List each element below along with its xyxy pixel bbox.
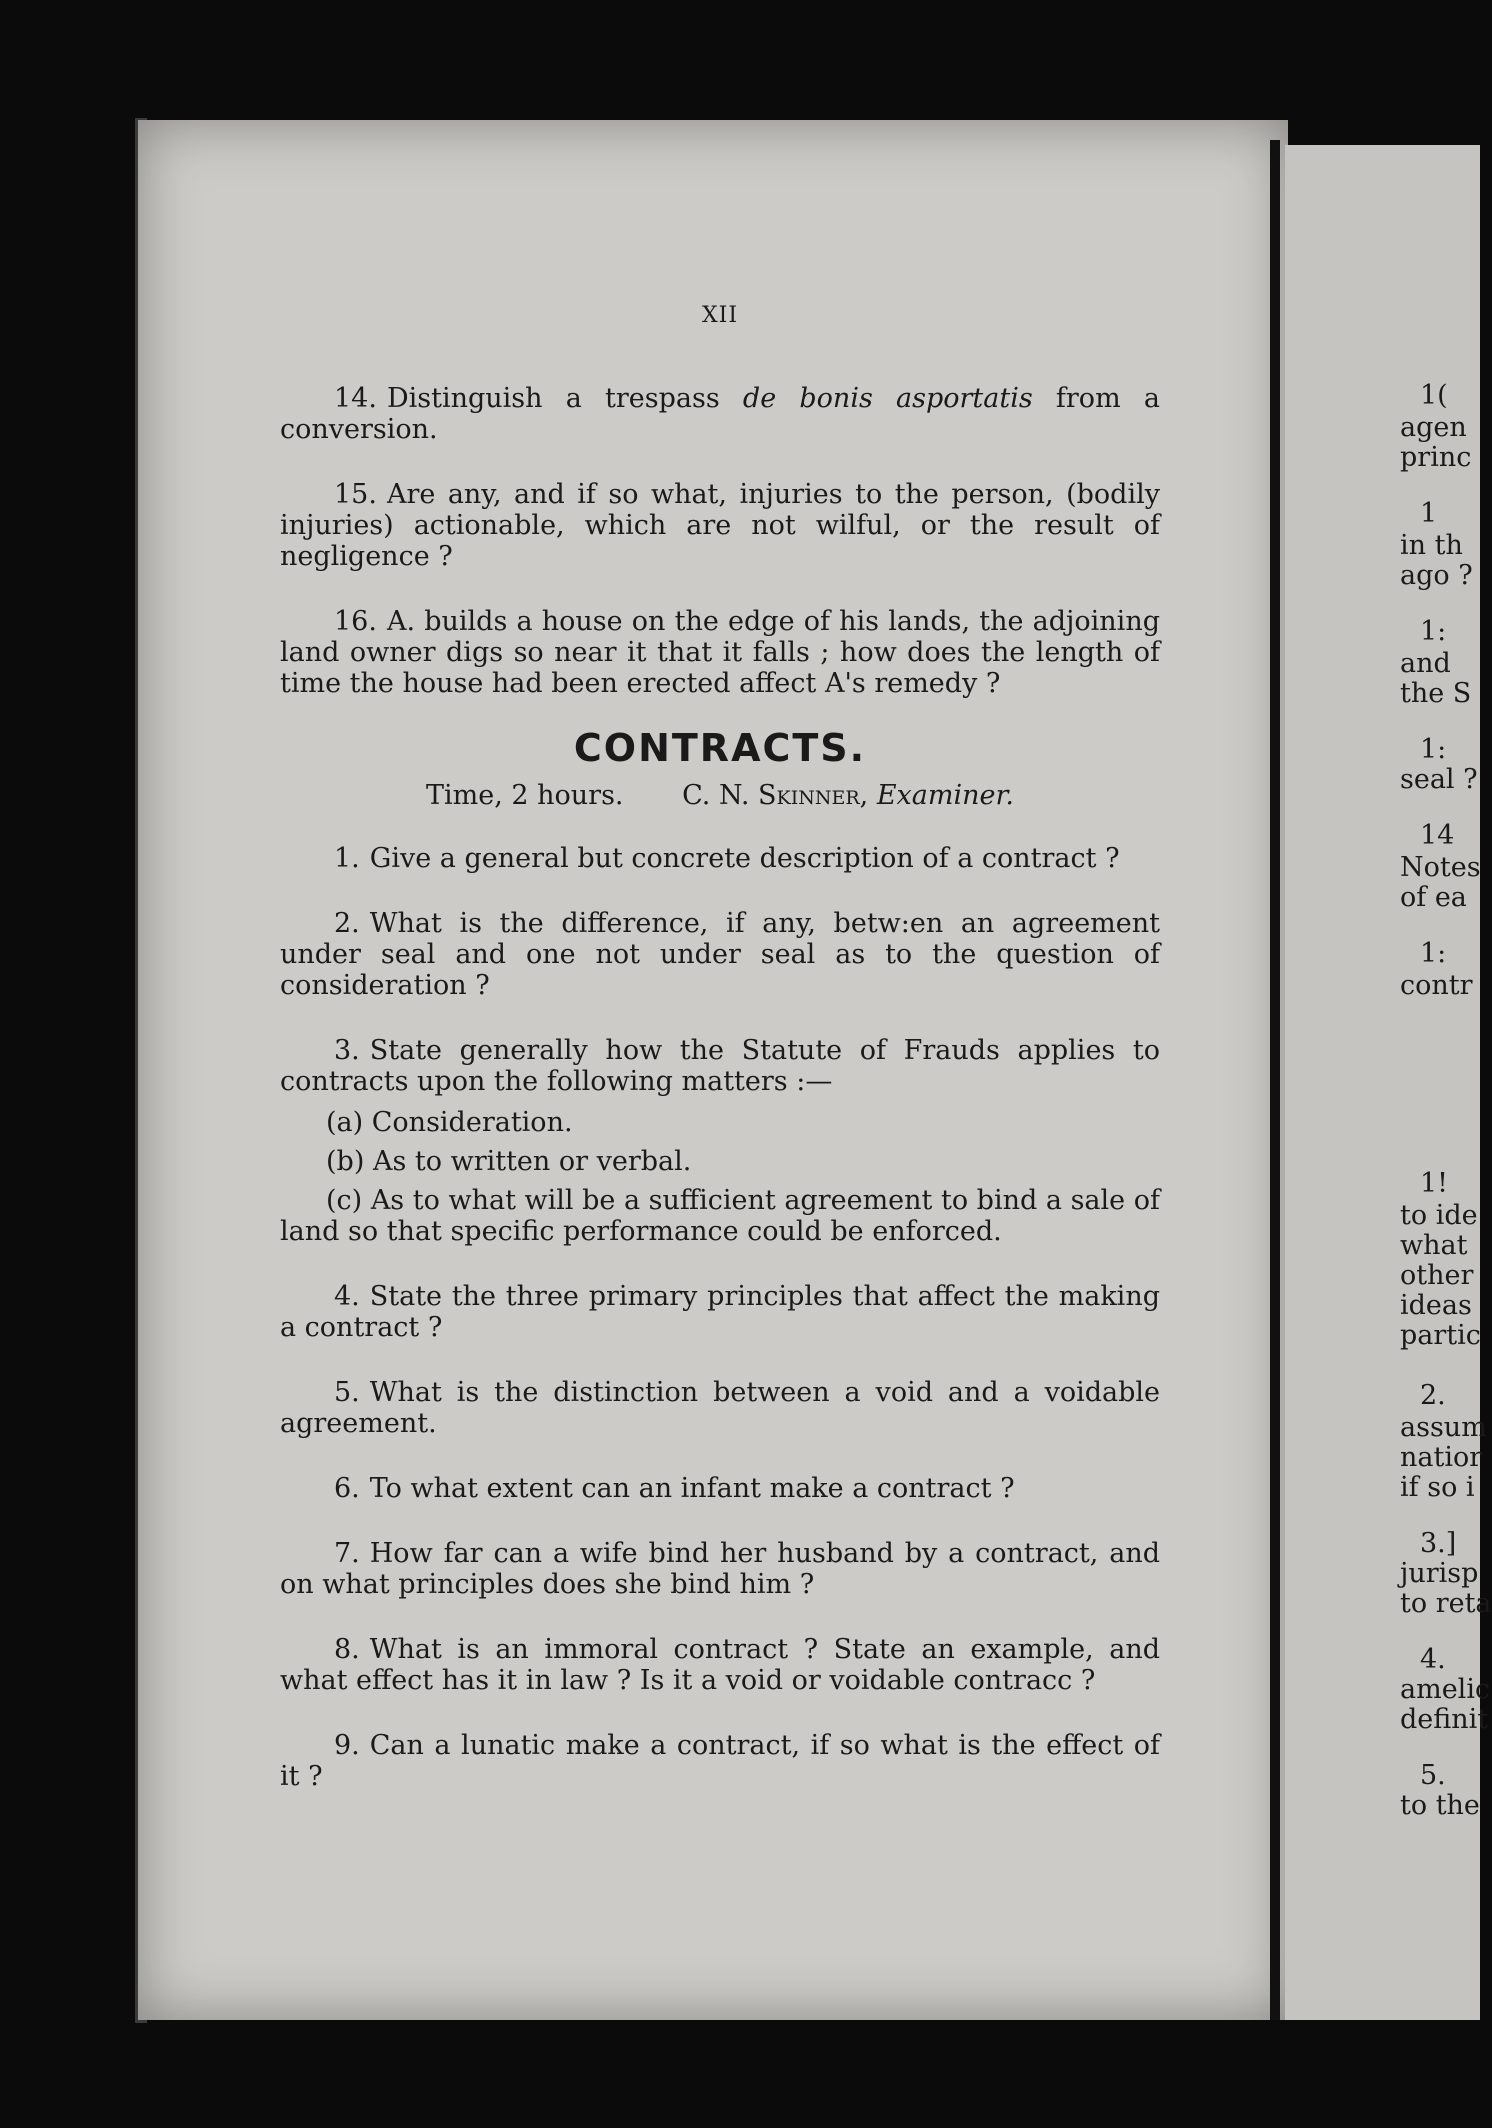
right-page-fragment: to ide: [1400, 1200, 1478, 1231]
question-number: 4.: [334, 1281, 360, 1312]
sub-item-a: [326, 1107, 1160, 1138]
sub-item-text: As to what will be a sufficient agreement to bind a sale of land so that specific performance could be enforced.: [280, 1185, 1160, 1247]
contract-question-2: [280, 908, 1160, 1001]
right-page-fragment: 5.: [1420, 1760, 1446, 1791]
right-page-fragment: amelic: [1400, 1674, 1491, 1705]
sub-item-label: (c): [326, 1185, 363, 1216]
question-italic: de bonis asportatis: [742, 383, 1033, 414]
right-page-fragment: 4.: [1420, 1644, 1446, 1675]
question-14: [280, 383, 1160, 445]
question-number: 14.: [334, 383, 377, 414]
question-text: A. builds a house on the edge of his lands, the adjoining land owner digs so near it that it falls ; how does the length of time the house had been erected affect A's remedy ?: [280, 606, 1160, 699]
question-text: Can a lunatic make a contract, if so what is the effect of it ?: [280, 1730, 1160, 1792]
contract-question-8: [280, 1634, 1160, 1696]
question-number: 6.: [334, 1473, 360, 1504]
right-page-fragment: jurisp: [1400, 1558, 1479, 1589]
contract-question-1: [280, 843, 1160, 874]
contract-question-4: [280, 1281, 1160, 1343]
right-page-fragment: 3.]: [1420, 1528, 1457, 1559]
contract-question-7: [280, 1538, 1160, 1600]
right-page-fragment: if so i: [1400, 1472, 1475, 1503]
right-page-fragment: definit: [1400, 1704, 1489, 1735]
right-page-fragment: the S: [1400, 678, 1472, 709]
right-page-fragment: 1:: [1420, 734, 1447, 765]
section-meta: [280, 780, 1160, 811]
question-text: What is the difference, if any, betw:en an agreement under seal and one not under seal as to the question of consideration ?: [280, 908, 1160, 1001]
sub-item-b: [326, 1146, 1160, 1177]
question-text: from a conversion.: [280, 383, 1160, 445]
right-page-fragment: 2.: [1420, 1380, 1446, 1411]
sub-item-label: (a): [326, 1107, 364, 1138]
question-number: 8.: [334, 1634, 360, 1665]
right-page-fragment: of ea: [1400, 882, 1467, 913]
right-page-fragment: other: [1400, 1260, 1474, 1291]
right-page-fragment: assum: [1400, 1412, 1487, 1443]
right-page-fragment: 1: [1420, 498, 1438, 529]
question-text: How far can a wife bind her husband by a contract, and on what principles does she bind him ?: [280, 1538, 1160, 1600]
question-number: 3.: [334, 1035, 360, 1066]
question-text: Distinguish a trespass: [386, 383, 743, 414]
right-page-fragment: 1:: [1420, 616, 1447, 647]
right-page-fragments: [1400, 380, 1492, 1830]
right-page-fragment: and: [1400, 648, 1451, 679]
right-page-fragment: ago ?: [1400, 560, 1473, 591]
question-number: 7.: [334, 1538, 360, 1569]
right-page-fragment: to reta: [1400, 1588, 1492, 1619]
question-text: Are any, and if so what, injuries to the person, (bodily injuries) actionable, which are not wilful, or the result of negligence ?: [280, 479, 1160, 572]
question-text: What is the distinction between a void and a voidable agreement.: [280, 1377, 1160, 1439]
question-text: State generally how the Statute of Frauds applies to contracts upon the following matters :—: [280, 1035, 1160, 1097]
question-16: [280, 606, 1160, 699]
page-gutter: [1270, 140, 1280, 2020]
right-page-fragment: what: [1400, 1230, 1468, 1261]
section-title: CONTRACTS.: [573, 726, 867, 770]
question-text: What is an immoral contract ? State an example, and what effect has it in law ? Is it a void or voidable contracc ?: [280, 1634, 1160, 1696]
right-page-fragment: princ: [1400, 442, 1472, 473]
right-page-fragment: to the: [1400, 1790, 1480, 1821]
right-page-fragment: seal ?: [1400, 764, 1478, 795]
question-text: Give a general but concrete description of a contract ?: [369, 843, 1120, 874]
contract-question-6: [280, 1473, 1160, 1504]
question-15: [280, 479, 1160, 572]
right-page-fragment: 1!: [1420, 1168, 1449, 1199]
right-page-fragment: 1(: [1420, 380, 1448, 411]
time-limit: Time, 2 hours.: [425, 780, 624, 811]
examiner-name: C. N. Skinner,: [682, 780, 869, 811]
question-text: To what extent can an infant make a contract ?: [369, 1473, 1015, 1504]
page-folio: XII: [701, 303, 739, 328]
right-page-fragment: agen: [1400, 412, 1467, 443]
right-page-fragment: contr: [1400, 970, 1473, 1001]
question-number: 2.: [334, 908, 360, 939]
question-number: 1.: [334, 843, 360, 874]
right-page-fragment: 1:: [1420, 938, 1447, 969]
left-page-text: [280, 300, 1160, 1826]
right-page-fragment: in th: [1400, 530, 1463, 561]
question-number: 5.: [334, 1377, 360, 1408]
right-page-fragment: ideas: [1400, 1290, 1472, 1321]
sub-item-text: Consideration.: [371, 1107, 573, 1138]
question-text: State the three primary principles that affect the making a contract ?: [280, 1281, 1160, 1343]
right-page-fragment: 14: [1420, 820, 1455, 851]
right-page-fragment: natior: [1400, 1442, 1483, 1473]
contract-question-3: [280, 1035, 1160, 1097]
sub-item-text: As to written or verbal.: [372, 1146, 692, 1177]
sub-item-label: (b): [326, 1146, 365, 1177]
question-number: 16.: [334, 606, 377, 637]
examiner-role: Examiner.: [876, 780, 1015, 811]
question-number: 9.: [334, 1730, 360, 1761]
contract-question-5: [280, 1377, 1160, 1439]
right-page-fragment: Notes: [1400, 852, 1481, 883]
sub-item-c: [280, 1185, 1160, 1247]
right-page-fragment: partic: [1400, 1320, 1481, 1351]
contract-question-9: [280, 1730, 1160, 1792]
question-number: 15.: [334, 479, 377, 510]
